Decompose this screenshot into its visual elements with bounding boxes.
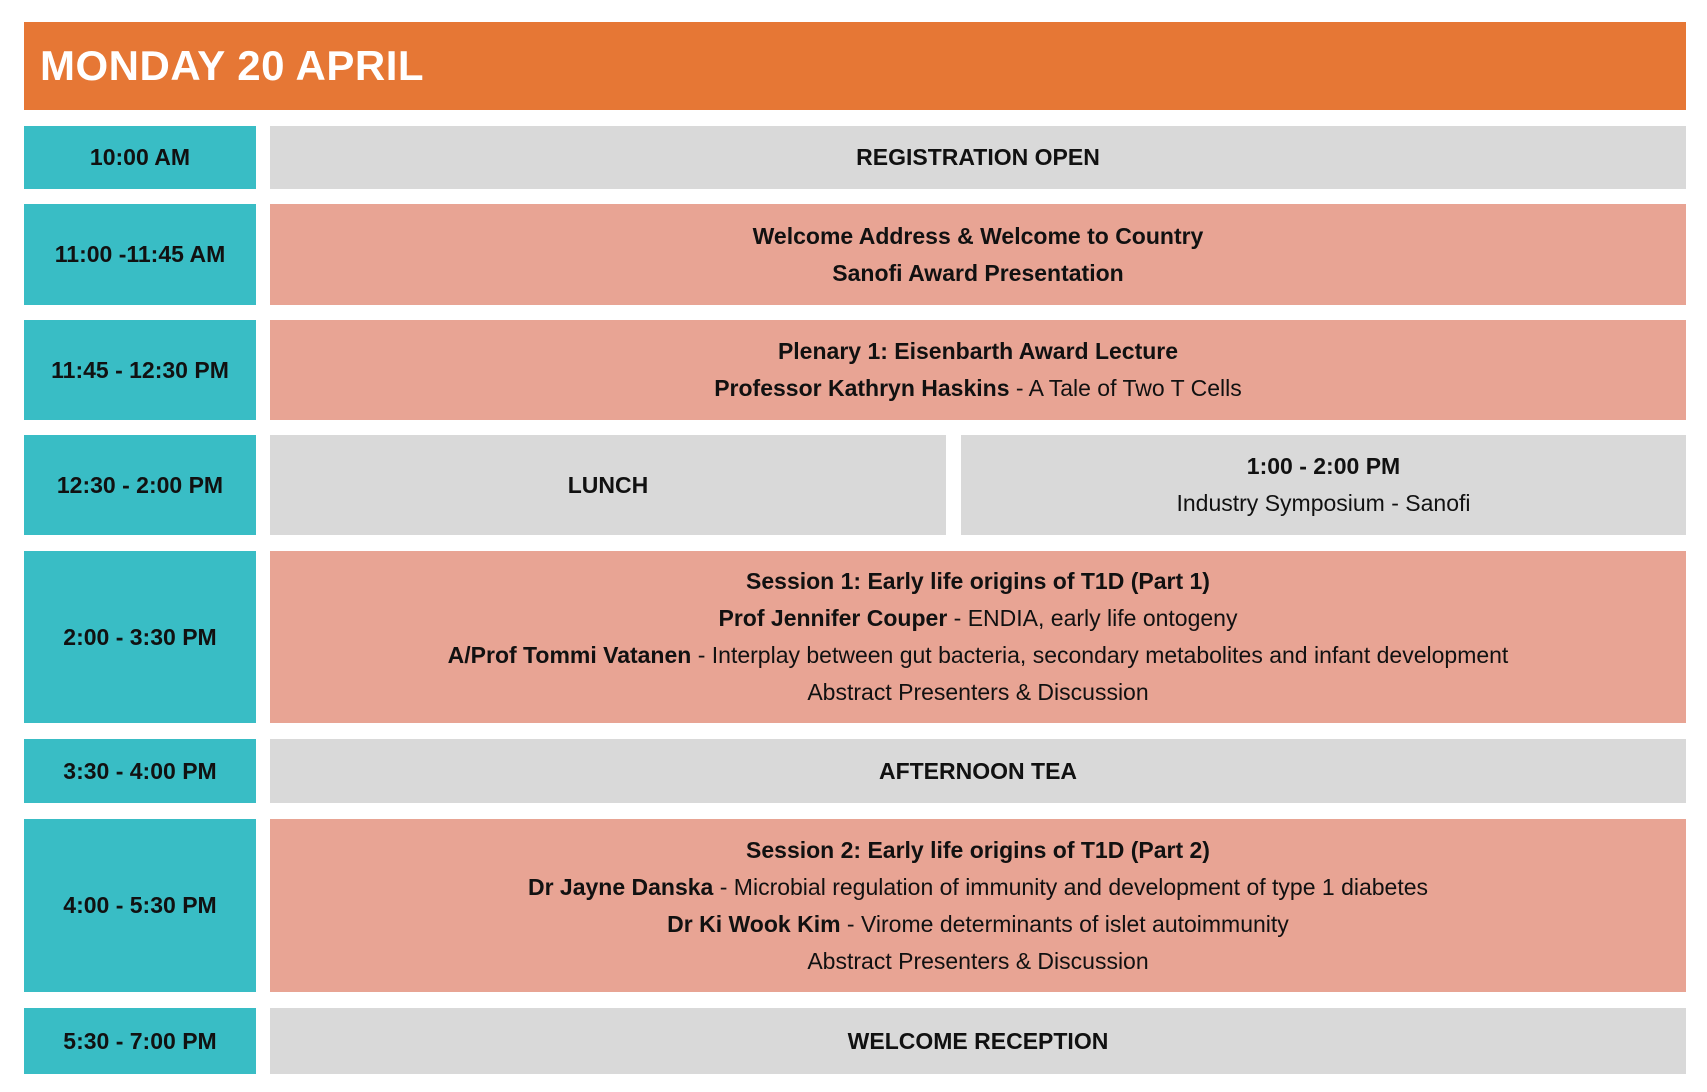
- session-footer: Abstract Presenters & Discussion: [807, 947, 1149, 974]
- session-label: LUNCH: [567, 471, 649, 498]
- speaker-name: A/Prof Tommi Vatanen: [447, 642, 692, 668]
- session-welcome: [270, 204, 1686, 305]
- talk-line: [719, 600, 1238, 637]
- session-line: Sanofi Award Presentation: [832, 259, 1124, 286]
- session-2: [270, 819, 1686, 992]
- session-label: AFTERNOON TEA: [878, 757, 1078, 784]
- session-1: [270, 551, 1686, 723]
- time-slot: 11:45 - 12:30 PM: [24, 320, 256, 420]
- session-footer: Abstract Presenters & Discussion: [807, 679, 1149, 705]
- time-slot: 11:00 -11:45 AM: [24, 204, 256, 305]
- time-slot: 12:30 - 2:00 PM: [24, 435, 256, 535]
- session-plenary: [270, 320, 1686, 420]
- session-industry-symposium: [961, 435, 1686, 535]
- talk-topic: - ENDIA, early life ontogeny: [947, 605, 1238, 631]
- session-line: Welcome Address & Welcome to Country: [752, 222, 1204, 249]
- session-label: REGISTRATION OPEN: [856, 144, 1100, 170]
- time-slot: 4:00 - 5:30 PM: [24, 819, 256, 992]
- time-slot: 5:30 - 7:00 PM: [24, 1008, 256, 1074]
- talk-topic: - Virome determinants of islet autoimmunity: [840, 910, 1289, 937]
- time-slot: 3:30 - 4:00 PM: [24, 739, 256, 803]
- session-registration: [270, 126, 1686, 189]
- session-title: Session 2: Early life origins of T1D (Part 2): [746, 836, 1210, 863]
- talk-topic: - Interplay between gut bacteria, secondary metabolites and infant development: [691, 642, 1509, 668]
- talk-line: [667, 906, 1289, 943]
- speaker-name: Dr Ki Wook Kim: [667, 910, 841, 937]
- session-lunch: [270, 435, 946, 535]
- talk-line: [714, 370, 1242, 407]
- session-label: Industry Symposium - Sanofi: [1176, 490, 1471, 516]
- speaker-name: Dr Jayne Danska: [527, 873, 714, 900]
- day-header: [24, 22, 1686, 110]
- time-slot: 10:00 AM: [24, 126, 256, 189]
- talk-line: [448, 637, 1509, 674]
- speaker-name: Professor Kathryn Haskins: [714, 375, 1010, 401]
- speaker-name: Prof Jennifer Couper: [718, 605, 948, 631]
- session-title: Session 1: Early life origins of T1D (Part 1): [746, 568, 1210, 594]
- talk-line: [528, 869, 1428, 906]
- session-welcome-reception: [270, 1008, 1686, 1074]
- time-slot: 2:00 - 3:30 PM: [24, 551, 256, 723]
- session-afternoon-tea: [270, 739, 1686, 803]
- page-title: MONDAY 20 APRIL: [40, 42, 425, 89]
- talk-topic: - A Tale of Two T Cells: [1009, 375, 1242, 401]
- session-time: 1:00 - 2:00 PM: [1246, 453, 1401, 479]
- session-label: WELCOME RECEPTION: [847, 1027, 1109, 1054]
- session-title: Plenary 1: Eisenbarth Award Lecture: [777, 338, 1179, 364]
- talk-topic: - Microbial regulation of immunity and development of type 1 diabetes: [713, 873, 1429, 900]
